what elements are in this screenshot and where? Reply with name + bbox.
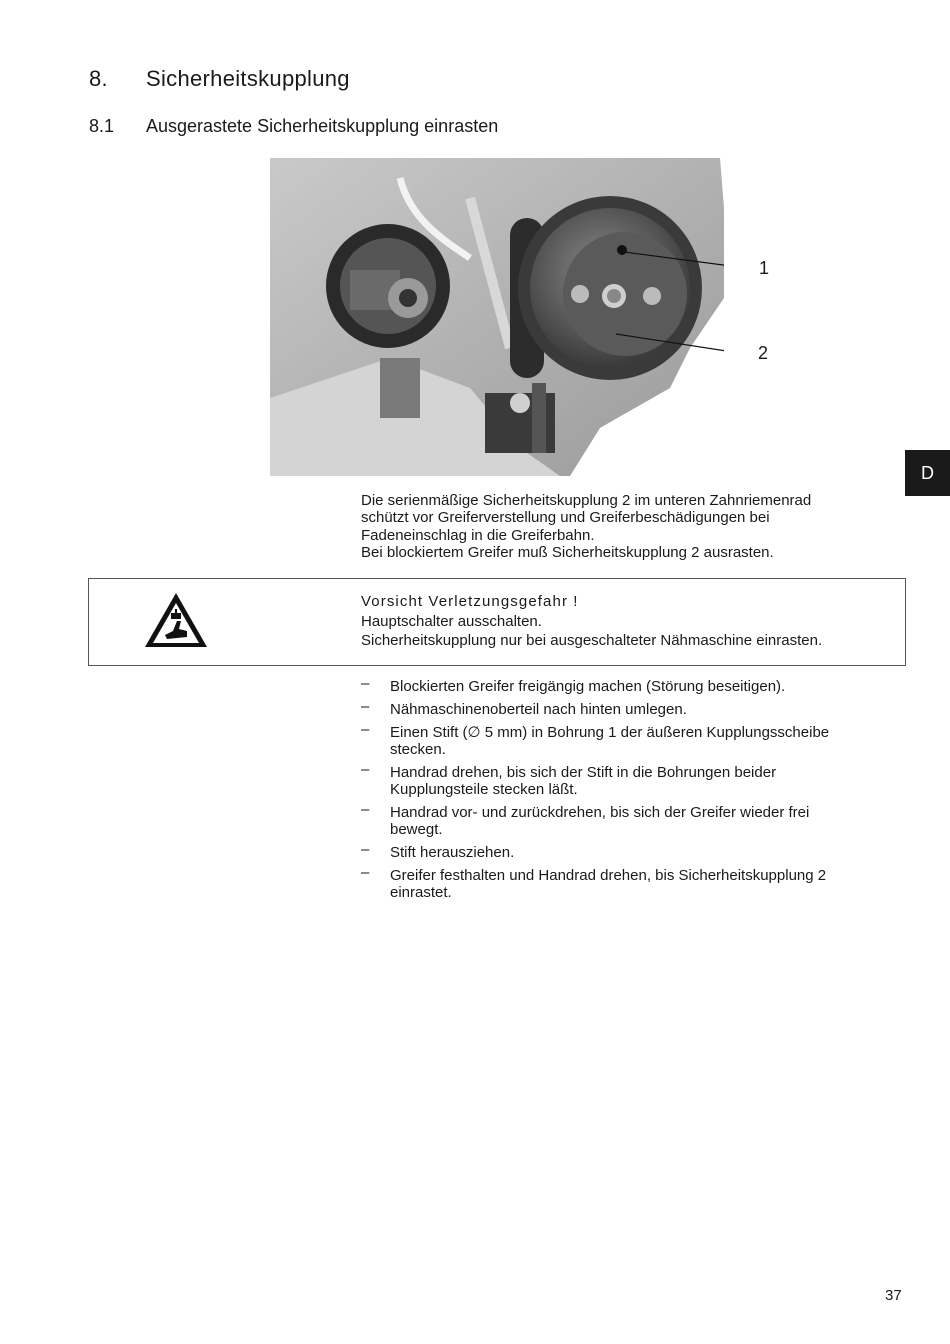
step-text: Handrad vor- und zurückdrehen, bis sich der Greifer wieder frei bewegt. xyxy=(390,804,810,838)
language-tab: D xyxy=(905,450,950,496)
list-item xyxy=(361,801,901,838)
step-text: Nähmaschinenoberteil nach hinten umlegen. xyxy=(390,701,687,718)
hand-injury-warning-icon xyxy=(143,591,209,649)
step-text: Einen Stift (∅ 5 mm) in Bohrung 1 der äußeren Kupplungsscheibe stecken. xyxy=(390,724,830,758)
step-text: Blockierten Greifer freigängig machen (Störung beseitigen). xyxy=(390,678,786,695)
intro-line: schützt vor Greiferverstellung und Greiferbeschädigungen bei xyxy=(361,509,770,527)
list-item xyxy=(361,864,901,901)
warning-line: Sicherheitskupplung nur bei ausgeschalteter Nähmaschine einrasten. xyxy=(361,632,823,649)
list-item xyxy=(361,761,901,798)
step-text: Stift herausziehen. xyxy=(390,844,515,861)
list-item xyxy=(361,675,901,695)
list-dash: – xyxy=(361,721,370,738)
subsection-title: Ausgerastete Sicherheitskupplung einrasten xyxy=(146,116,499,136)
intro-paragraph xyxy=(361,492,901,561)
list-dash: – xyxy=(361,864,370,881)
list-item xyxy=(361,721,901,758)
intro-line: Fadeneinschlag in die Greiferbahn. xyxy=(361,526,595,544)
step-text: Handrad drehen, bis sich der Stift in die Bohrungen beider Kupplungsteile stecken läßt. xyxy=(390,764,777,798)
warning-title: Vorsicht Verletzungsgefahr ! xyxy=(361,593,579,610)
list-item xyxy=(361,841,901,861)
list-dash: – xyxy=(361,675,370,692)
section-number: 8. xyxy=(89,66,108,91)
section-title: Sicherheitskupplung xyxy=(146,66,350,91)
machine-photo xyxy=(270,158,724,476)
warning-box xyxy=(88,578,906,666)
procedure-steps xyxy=(361,675,901,901)
list-item xyxy=(361,698,901,718)
subsection-number: 8.1 xyxy=(89,116,115,136)
page-number: 37 xyxy=(885,1287,902,1304)
list-dash: – xyxy=(361,761,370,778)
list-dash: – xyxy=(361,801,370,818)
step-text: Greifer festhalten und Handrad drehen, bis Sicherheitskupplung 2 einrastet. xyxy=(390,867,827,901)
figure-callout-2: 2 xyxy=(758,343,769,363)
warning-text xyxy=(361,592,822,651)
list-dash: – xyxy=(361,841,370,858)
intro-line: Die serienmäßige Sicherheitskupplung 2 im unteren Zahnriemenrad xyxy=(361,492,812,509)
warning-line: Hauptschalter ausschalten. xyxy=(361,612,542,630)
intro-line: Bei blockiertem Greifer muß Sicherheitskupplung 2 ausrasten. xyxy=(361,543,774,561)
list-dash: – xyxy=(361,698,370,715)
figure-callout-1: 1 xyxy=(759,258,770,278)
